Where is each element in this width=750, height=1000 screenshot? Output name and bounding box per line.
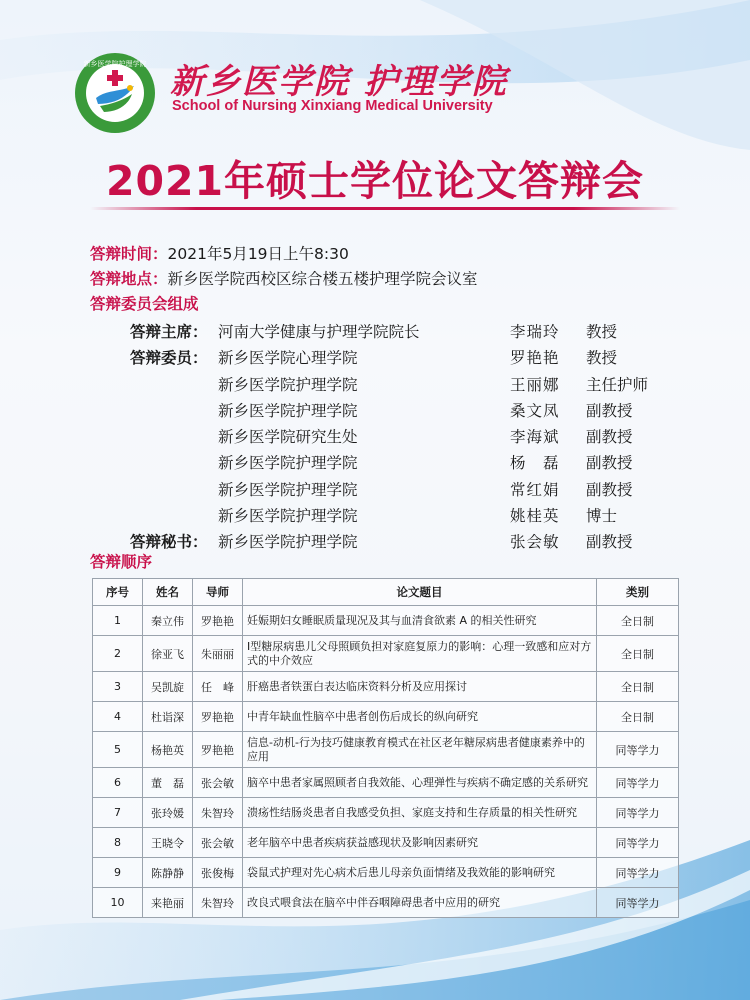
member-title: 主任护师: [586, 375, 649, 394]
brand-english: School of Nursing Xinxiang Medical University: [172, 98, 493, 114]
cell-advisor: 张俊梅: [193, 858, 243, 888]
table-row: [93, 732, 679, 768]
table-row: [93, 606, 679, 636]
cell-name: 董 磊: [143, 768, 193, 798]
cell-no: 7: [93, 798, 143, 828]
member-org: 新乡医学院护理学院: [218, 507, 358, 526]
table-row: [93, 888, 679, 918]
cell-topic: 袋鼠式护理对先心病术后患儿母亲负面情绪及我效能的影响研究: [243, 858, 597, 888]
table-row: [93, 672, 679, 702]
defense-schedule-table: [92, 578, 678, 918]
header-advisor: 导师: [193, 579, 243, 606]
order-label: 答辩顺序: [90, 553, 153, 571]
member-title: 教授: [586, 323, 618, 341]
time-row: [90, 242, 478, 267]
member-org: 新乡医学院护理学院: [218, 401, 358, 420]
table-row: [93, 828, 679, 858]
member-org: 新乡医学院护理学院: [218, 454, 358, 473]
cell-name: 来艳丽: [143, 888, 193, 918]
cell-topic: Ⅰ型糖尿病患儿父母照顾负担对家庭复原力的影响：心理一致感和应对方式的中介效应: [243, 636, 597, 672]
table-row: [93, 858, 679, 888]
place-value: 新乡医学院西校区综合楼五楼护理学院会议室: [167, 270, 478, 288]
header-no: 序号: [93, 579, 143, 606]
header-topic: 论文题目: [243, 579, 597, 606]
member-name: 常红娟: [510, 480, 560, 499]
brand-chinese: 新乡医学院 护理学院: [170, 62, 508, 102]
member-name: 王丽娜: [510, 375, 560, 394]
member-org: 河南大学健康与护理学院院长: [218, 323, 420, 341]
table-row: [93, 636, 679, 672]
member-name: 李瑞玲: [510, 323, 560, 341]
cell-type: 同等学力: [597, 768, 679, 798]
cell-topic: 中青年缺血性脑卒中患者创伤后成长的纵向研究: [243, 702, 597, 732]
cell-advisor: 朱丽丽: [193, 636, 243, 672]
cell-type: 全日制: [597, 606, 679, 636]
member-name: 杨 磊: [510, 454, 560, 473]
member-role: 答辩秘书：: [130, 533, 208, 552]
member-title: 副教授: [586, 480, 633, 499]
cell-topic: 信息-动机-行为技巧健康教育模式在社区老年糖尿病患者健康素养中的应用: [243, 732, 597, 768]
cell-no: 5: [93, 732, 143, 768]
cell-topic: 肝癌患者铁蛋白表达临床资料分析及应用探讨: [243, 672, 597, 702]
cell-type: 同等学力: [597, 828, 679, 858]
cell-advisor: 张会敏: [193, 768, 243, 798]
cell-advisor: 朱智玲: [193, 798, 243, 828]
member-title: 副教授: [586, 401, 633, 420]
title-divider: [90, 207, 680, 210]
cell-topic: 妊娠期妇女睡眠质量现况及其与血清食欲素 A 的相关性研究: [243, 606, 597, 636]
member-name: 桑文凤: [510, 401, 560, 420]
logo-ring-text: 新乡医学院护理学院: [83, 60, 147, 68]
cell-advisor: 罗艳艳: [193, 606, 243, 636]
cell-name: 吴凯旋: [143, 672, 193, 702]
cell-type: 同等学力: [597, 732, 679, 768]
place-label: 答辩地点：: [90, 270, 168, 288]
member-role: 答辩主席：: [130, 323, 208, 341]
cell-no: 2: [93, 636, 143, 672]
time-value: 2021年5月19日上午8:30: [167, 245, 349, 263]
member-org: 新乡医学院护理学院: [218, 533, 358, 552]
table-row: [93, 702, 679, 732]
cell-topic: 老年脑卒中患者疾病获益感现状及影响因素研究: [243, 828, 597, 858]
cell-no: 6: [93, 768, 143, 798]
header-name: 姓名: [143, 579, 193, 606]
cell-no: 8: [93, 828, 143, 858]
cell-type: 同等学力: [597, 798, 679, 828]
member-title: 副教授: [586, 454, 633, 473]
member-title: 教授: [586, 349, 618, 368]
member-org: 新乡医学院护理学院: [218, 375, 358, 394]
cell-advisor: 朱智玲: [193, 888, 243, 918]
page-title: 2021年硕士学位论文答辩会: [105, 157, 645, 205]
cell-type: 全日制: [597, 702, 679, 732]
member-org: 新乡医学院心理学院: [218, 349, 358, 368]
cell-name: 秦立伟: [143, 606, 193, 636]
school-logo-icon: [74, 52, 156, 134]
committee-row: [90, 292, 478, 317]
cell-advisor: 罗艳艳: [193, 702, 243, 732]
cell-name: 杨艳英: [143, 732, 193, 768]
cell-name: 陈静静: [143, 858, 193, 888]
cell-advisor: 罗艳艳: [193, 732, 243, 768]
time-label: 答辩时间：: [90, 245, 168, 263]
cell-no: 9: [93, 858, 143, 888]
committee-label: 答辩委员会组成: [90, 295, 199, 313]
cell-no: 4: [93, 702, 143, 732]
cell-advisor: 任 峰: [193, 672, 243, 702]
cell-type: 同等学力: [597, 888, 679, 918]
cell-no: 3: [93, 672, 143, 702]
member-title: 副教授: [586, 533, 633, 552]
member-name: 姚桂英: [510, 507, 560, 526]
cell-type: 同等学力: [597, 858, 679, 888]
member-name: 张会敏: [510, 533, 560, 552]
place-row: [90, 267, 478, 292]
table-header-row: [93, 579, 679, 606]
member-org: 新乡医学院护理学院: [218, 480, 358, 499]
member-name: 李海斌: [510, 428, 560, 447]
member-title: 副教授: [586, 428, 633, 447]
table-row: [93, 798, 679, 828]
cell-topic: 溃疡性结肠炎患者自我感受负担、家庭支持和生存质量的相关性研究: [243, 798, 597, 828]
table-row: [93, 768, 679, 798]
member-name: 罗艳艳: [510, 349, 560, 368]
cell-advisor: 张会敏: [193, 828, 243, 858]
cell-topic: 脑卒中患者家属照顾者自我效能、心理弹性与疾病不确定感的关系研究: [243, 768, 597, 798]
cell-no: 10: [93, 888, 143, 918]
cell-topic: 改良式喂食法在脑卒中伴吞咽障碍患者中应用的研究: [243, 888, 597, 918]
info-section: [90, 242, 478, 317]
header-type: 类别: [597, 579, 679, 606]
cell-type: 全日制: [597, 672, 679, 702]
cell-name: 徐亚飞: [143, 636, 193, 672]
cell-name: 张玲媛: [143, 798, 193, 828]
cell-name: 王晓令: [143, 828, 193, 858]
member-role: 答辩委员：: [130, 349, 208, 368]
cell-no: 1: [93, 606, 143, 636]
member-org: 新乡医学院研究生处: [218, 428, 358, 447]
member-title: 博士: [586, 507, 618, 526]
cell-name: 杜诣深: [143, 702, 193, 732]
cell-type: 全日制: [597, 636, 679, 672]
